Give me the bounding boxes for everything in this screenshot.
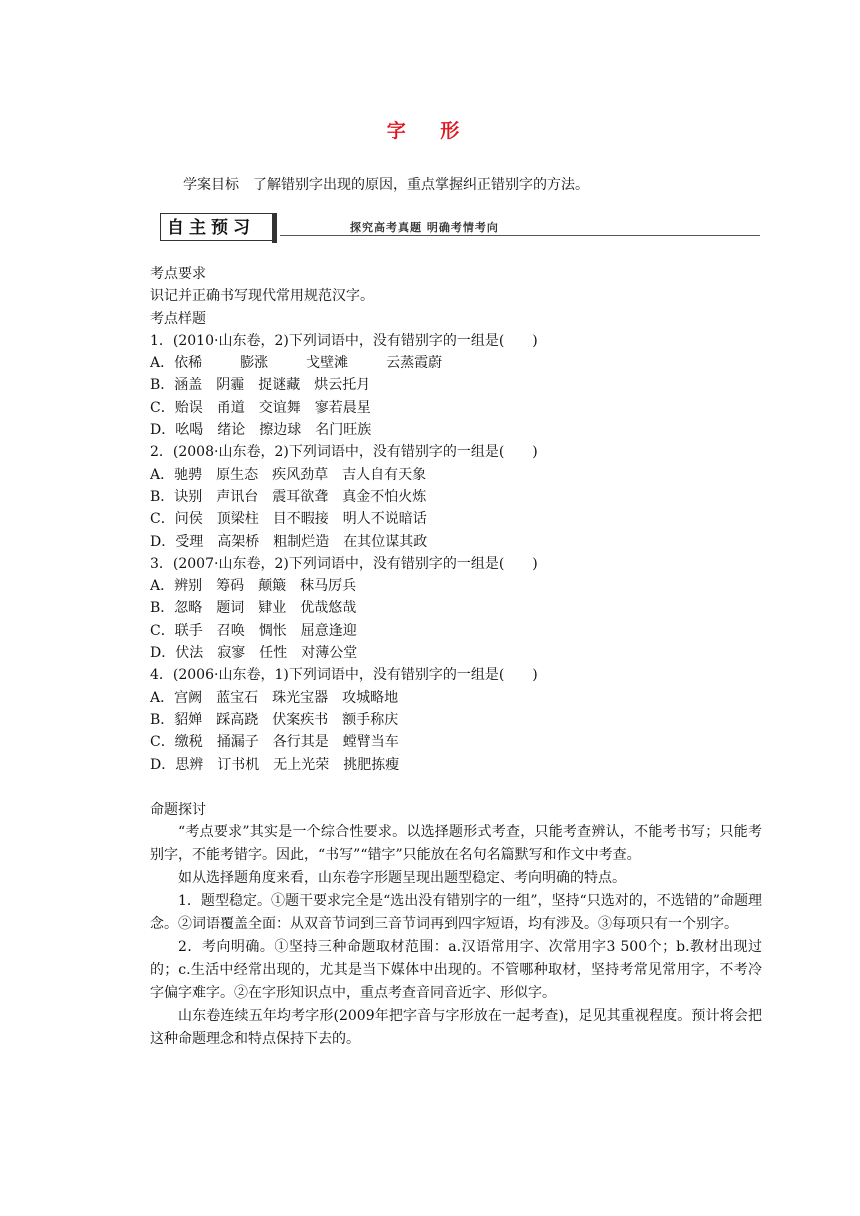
answer-option [150,464,762,486]
option-word: 烘云托月 [314,377,371,394]
option-letter: B． [150,711,175,728]
option-word: 优哉悠哉 [300,600,357,617]
option-word: 高架桥 [217,533,260,550]
question-list [150,330,762,776]
banner-rule [280,235,760,236]
option-word: 订书机 [217,756,260,773]
banner-tag: 自主预习 [160,213,272,241]
option-word: 寥若晨星 [314,399,371,416]
option-word: 缴税 [174,734,203,751]
option-word: 筹码 [216,578,245,595]
answer-option [150,620,762,642]
option-word: 召唤 [216,622,245,639]
discussion-paragraph: 山东卷连续五年均考字形(2009年把字音与字形放在一起考查)，足见其重视程度。预计将会把这种命题理念和特点保持下去的。 [150,1008,762,1048]
option-word: 疾风劲草 [272,466,329,483]
answer-option [150,575,762,597]
option-word: 交谊舞 [258,399,301,416]
option-word: 擦边球 [259,422,302,439]
question-stem: 1．(2010·山东卷，2)下列词语中，没有错别字的一组是( ) [150,332,538,349]
option-word: 受理 [175,533,204,550]
option-word: 驰骋 [174,466,203,483]
option-word: 明人不说暗话 [342,511,427,528]
option-word: 肄业 [258,600,287,617]
option-word: 珠光宝器 [272,689,329,706]
option-letter: B． [150,488,175,505]
requirement-heading: 考点要求 [150,266,206,282]
study-goal [183,174,589,194]
answer-option [150,754,762,776]
option-word: 忽略 [174,600,203,617]
discussion-paragraph: “考点要求”其实是一个综合性要求。以选择题形式考查，只能考查辨认，不能考书写；只能考别字，不能考错字。因此，“书写”“错字”只能放在名句名篇默写和作文中考查。 [150,824,762,864]
option-word: 甬道 [216,399,245,416]
study-goal-text: 了解错别字出现的原因，重点掌握纠正错别字的方法。 [253,177,589,193]
option-letter: A． [150,466,175,483]
option-word: 绪论 [217,422,246,439]
answer-option [150,352,762,374]
option-word: 任性 [259,645,288,662]
option-word: 名门旺族 [315,422,372,439]
option-word: 涵盖 [174,377,203,394]
answer-option [150,687,762,709]
option-word: 粗制烂造 [273,533,330,550]
answer-option [150,419,762,441]
answer-option [150,397,762,419]
option-word: 秣马厉兵 [300,578,357,595]
option-word: 诀别 [174,488,203,505]
option-letter: D． [150,645,176,662]
banner-subtitle: 探究高考真题 明确考情考向 [350,221,499,234]
option-letter: C． [150,511,175,528]
option-word: 问侯 [174,511,203,528]
option-word: 貂婵 [174,711,203,728]
option-word: 膨涨 [240,355,269,372]
option-word: 原生态 [216,466,259,483]
page-title: 字 形 [386,120,474,142]
option-word: 额手称庆 [342,711,399,728]
option-word: 挑肥拣瘦 [343,756,400,773]
option-word: 伏法 [175,645,204,662]
banner-divider [272,213,277,243]
option-word: 屈意逢迎 [300,622,357,639]
option-word: 寂寥 [217,645,246,662]
option-word: 无上光荣 [273,756,330,773]
option-word: 蓝宝石 [216,689,259,706]
option-word: 真金不怕火炼 [342,488,427,505]
answer-option [150,486,762,508]
option-word: 捉谜藏 [258,377,301,394]
option-word: 吉人自有天象 [342,466,427,483]
option-word: 攻城略地 [342,689,399,706]
discussion-paragraph: 1．题型稳定。①题干要求完全是“选出没有错别字的一组”，坚持“只选对的，不选错的”命题理念。②词语覆盖全面：从双音节词到三音节词再到四字短语，均有涉及。③每项只有一个别字。 [150,893,762,933]
discussion-heading: 命题探讨 [150,801,206,818]
answer-option [150,642,762,664]
option-letter: C． [150,734,175,751]
option-word: 踩高跷 [216,711,259,728]
option-word: 声讯台 [216,488,259,505]
answer-option [150,731,762,753]
option-word: 伏案疾书 [272,711,329,728]
option-word: 依稀 [174,355,203,372]
option-letter: A． [150,578,175,595]
option-letter: D． [150,422,176,439]
answer-option [150,709,762,731]
option-word: 在其位谋其政 [343,533,428,550]
option-letter: A． [150,355,175,372]
discussion-paragraph: 如从选择题角度来看，山东卷字形题呈现出题型稳定、考向明确的特点。 [178,870,626,887]
option-letter: D． [150,756,176,773]
option-word: 宫阙 [174,689,203,706]
option-word: 题词 [216,600,245,617]
option-word: 云蒸霞蔚 [386,355,443,372]
answer-option [150,374,762,396]
option-word: 顶梁柱 [216,511,259,528]
question-stem: 4．(2006·山东卷，1)下列词语中，没有错别字的一组是( ) [150,667,538,684]
option-word: 震耳欲聋 [272,488,329,505]
answer-option [150,531,762,553]
option-word: 捅漏子 [216,734,259,751]
option-word: 吆喝 [175,422,204,439]
option-letter: A． [150,689,175,706]
option-word: 各行其是 [272,734,329,751]
option-word: 戈壁滩 [306,355,349,372]
question-stem: 3．(2007·山东卷，2)下列词语中，没有错别字的一组是( ) [150,555,538,572]
option-word: 联手 [174,622,203,639]
option-letter: B． [150,600,175,617]
option-word: 辨别 [174,578,203,595]
option-word: 螳臂当车 [342,734,399,751]
discussion-paragraph: 2．考向明确。①坚持三种命题取材范围：a.汉语常用字、次常用字3 500个；b.教材出现过的；c.生活中经常出现的，尤其是当下媒体中出现的。不管哪种取材，坚持考常见常用字，不考冷字偏字难字。②在字形知识点中，重点考查音同音近字、形似字。 [150,939,762,1002]
option-letter: B． [150,377,175,394]
option-word: 对薄公堂 [301,645,358,662]
question-stem: 2．(2008·山东卷，2)下列词语中，没有错别字的一组是( ) [150,444,538,461]
option-word: 贻误 [174,399,203,416]
answer-option [150,508,762,530]
examples-heading: 考点样题 [150,310,206,327]
requirement-text: 识记并正确书写现代常用规范汉字。 [150,288,374,305]
option-word: 目不暇接 [272,511,329,528]
discussion-body [150,821,762,1051]
option-word: 思辨 [175,756,204,773]
section-banner [160,213,760,243]
option-word: 颠簸 [258,578,287,595]
option-letter: C． [150,622,175,639]
option-letter: C． [150,399,175,416]
answer-option [150,597,762,619]
option-letter: D． [150,533,176,550]
option-word: 阴霾 [216,377,245,394]
study-goal-label: 学案目标 [183,177,239,193]
content-body [150,263,762,1051]
option-word: 惆怅 [258,622,287,639]
